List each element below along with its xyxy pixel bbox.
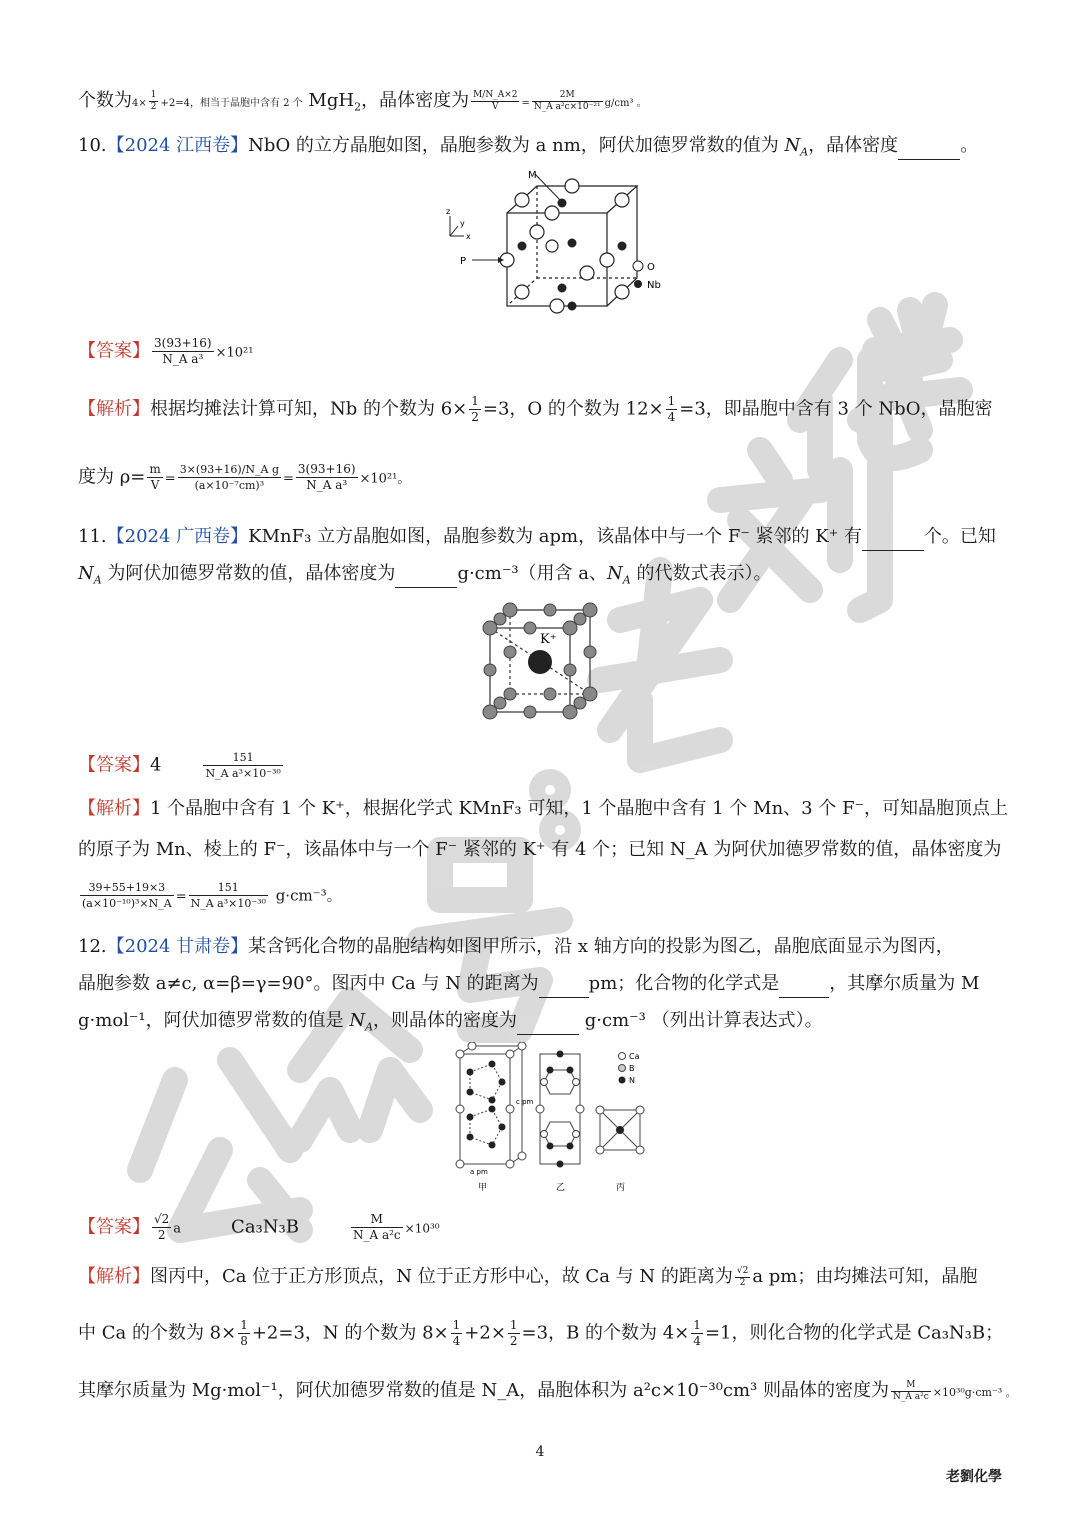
q12-analysis-line-3: 其摩尔质量为 Mg·mol⁻¹，阿伏加德罗常数的值是 N_A，晶胞体积为 a²c×10⁻³⁰cm³ 则晶体的密度为 $\frac{M}{\text{N\_A a²c}}$ ×10³⁰g·cm⁻³ 。 xyxy=(78,1379,1017,1402)
legend-nb: Nb xyxy=(647,280,661,291)
caption-yi: 乙 xyxy=(556,1183,566,1192)
q11-source: 【2024 广西卷】 xyxy=(106,526,249,547)
q9-density-fraction-2: $\frac{2M}{\text{N\_A a²c×10⁻²¹}}$ xyxy=(533,89,601,112)
svg-text:y: y xyxy=(460,219,465,228)
analysis-tag: 【解析】 xyxy=(78,1266,150,1287)
q11-question-line-2: $N_A$ 为阿伏加德罗常数的值，晶体密度为 g·cm⁻³（用含 a、$N_A$ 的代数式表示）。 xyxy=(78,563,772,587)
q11-blank-2 xyxy=(395,561,457,588)
svg-text:Ca: Ca xyxy=(629,1052,640,1061)
q12-question-line-2: 晶胞参数 a≠c, α=β=γ=90°。图丙中 Ca 与 N 的距离为 pm；化合物的化学式是 ，其摩尔质量为 M xyxy=(78,971,979,998)
label-p: P xyxy=(460,256,467,267)
q10-text-a: NbO 的立方晶胞如图，晶胞参数为 a nm，阿伏加德罗常数的值为 xyxy=(248,135,785,156)
q12-answer-line: 【答案】 $\frac{√2}{2}$ a Ca₃N₃B $\frac{M}{\text{N\_A a²c}}$ ×10³⁰ xyxy=(78,1212,440,1242)
caption-bing: 丙 xyxy=(616,1183,626,1192)
svg-text:c pm: c pm xyxy=(516,1098,534,1106)
svg-text:a pm: a pm xyxy=(470,1168,488,1176)
q9-mgh: MgH xyxy=(308,90,355,111)
q12-blank-2 xyxy=(779,971,829,998)
q9-text-1: 个数为 xyxy=(78,90,132,111)
q9-unit: g/cm³ 。 xyxy=(604,98,647,109)
q10-analysis-line-2: 度为 ρ= $\frac{m}{V}$ = $\frac{\text{3×(93+16)/N\_A g}}{\text{(a×10⁻⁷cm)³}}$ = $\frac{3(93+16)}{\text{N\_A a³}}$ ×10²¹。 xyxy=(78,462,411,492)
q11-answer-2: $\frac{151}{\text{N\_A a³×10⁻³⁰}}$ xyxy=(205,751,281,780)
q12-blank-1 xyxy=(539,971,589,998)
q11-question-line-1: 11.【2024 广西卷】KMnF₃ 立方晶胞如图，晶胞参数为 apm，该晶体中与一个 F⁻ 紧邻的 K⁺ 有 个。已知 xyxy=(78,524,996,551)
q11-analysis-line-2: 的原子为 Mn、棱上的 F⁻，该晶体中与一个 F⁻ 紧邻的 K⁺ 有 4 个；已知 N_A 为阿伏加德罗常数的值，晶体密度为 xyxy=(78,839,1002,860)
q9-formula-a: 4× xyxy=(132,98,147,109)
q10-question-line: 10.【2024 江西卷】NbO 的立方晶胞如图，晶胞参数为 a nm，阿伏加德罗常数的值为 $N_A$，晶体密度 。 xyxy=(78,135,979,159)
q11-analysis-line-1: 【解析】1 个晶胞中含有 1 个 K⁺，根据化学式 KMnF₃ 可知，1 个晶胞中含有 1 个 Mn、3 个 F⁻，可知晶胞顶点上 xyxy=(78,798,1009,819)
analysis-tag: 【解析】 xyxy=(78,398,150,420)
q10-answer-line: 【答案】 $\frac{3(93+16)}{\text{N\_A a³}}$ ×10²¹ xyxy=(78,336,254,366)
svg-text:z: z xyxy=(446,207,451,216)
answer-tag: 【答案】 xyxy=(78,1216,150,1238)
q12-answer-3: $\frac{M}{\text{N\_A a²c}}$ xyxy=(352,1212,401,1242)
q10-nbo-unit-cell-figure xyxy=(432,168,672,318)
q9-formula-b: +2=4，相当于晶胞中含有 2 个 xyxy=(160,98,303,109)
q12-calcium-compound-figure xyxy=(432,1042,652,1192)
q11-answer-line xyxy=(78,750,285,781)
q10-number: 10. xyxy=(78,135,107,156)
svg-text:N: N xyxy=(629,1076,635,1085)
q10-source: 【2024 江西卷】 xyxy=(106,135,249,156)
k-ion-label: K⁺ xyxy=(540,632,557,647)
q10-text-b: ，晶体密度 xyxy=(808,135,899,156)
q12-question-line-1: 12.【2024 甘肃卷】某含钙化合物的晶胞结构如图甲所示，沿 x 轴方向的投影为图乙，晶胞底面显示为图丙， xyxy=(78,936,954,957)
q11-answer-1: 4 xyxy=(150,754,162,776)
svg-text:x: x xyxy=(466,232,471,241)
q10-answer-fraction: $\frac{3(93+16)}{\text{N\_A a³}}$ xyxy=(154,336,212,366)
q11-number: 11. xyxy=(78,526,107,547)
legend-o: O xyxy=(647,262,655,273)
q11-analysis-line-3: $\frac{39+55+19\times 3}{\text{(a×10⁻¹⁰)³×N\_A}}$ = $\frac{151}{\text{N\_A a³×10⁻³⁰}}$ g·cm⁻³。 xyxy=(82,881,342,910)
q12-analysis-line-1: 【解析】图丙中，Ca 位于正方形顶点，N 位于正方形中心，故 Ca 与 N 的距离为 $\frac{√2}{2}$ a pm；由均摊法可知，晶胞 xyxy=(78,1265,978,1288)
brand-logo-text: 老劉化學 xyxy=(946,1469,1002,1485)
q9-fraction-half: $\frac{1}{2}$ xyxy=(150,89,157,112)
q10-answer-blank xyxy=(898,133,960,160)
q12-analysis-line-2: 中 Ca 的个数为 8× $\frac{1}{8}$ +2=3，N 的个数为 8× $\frac{1}{4}$ +2× $\frac{1}{2}$ =3，B 的个数为 4× $\frac{1}{4}$ =1，则化合物的化学式是 Ca₃N₃B； xyxy=(78,1318,1004,1348)
q9-tail-line: 个数为4× $\frac{1}{2}$ +2=4，相当于晶胞中含有 2 个 MgH$_2$，晶体密度为 $\frac{M/N\_A\times 2}{V}$ = $\frac{2M}{\text{N\_A a²c×10⁻²¹}}$ g/cm³ 。 xyxy=(78,89,647,114)
answer-tag: 【答案】 xyxy=(78,340,150,362)
q12-question-line-3: g·mol⁻¹，阿伏加德罗常数的值是 $N_A$，则晶体的密度为 g·cm⁻³ （列出计算表达式）。 xyxy=(78,1010,823,1034)
q12-answer-2: Ca₃N₃B xyxy=(231,1216,299,1238)
q12-source: 【2024 甘肃卷】 xyxy=(106,936,249,957)
q12-blank-3 xyxy=(517,1008,579,1035)
q11-blank-1 xyxy=(862,524,924,551)
q12-answer-1: $\frac{√2}{2}$ xyxy=(154,1212,170,1242)
svg-text:B: B xyxy=(629,1064,635,1073)
caption-jia: 甲 xyxy=(478,1183,488,1192)
label-m: M xyxy=(528,170,537,181)
page-number: 4 xyxy=(535,1444,545,1460)
analysis-tag: 【解析】 xyxy=(78,798,150,819)
q11-kmnf3-unit-cell-figure xyxy=(478,598,598,728)
answer-tag: 【答案】 xyxy=(78,754,150,776)
q12-number: 12. xyxy=(78,936,107,957)
q10-analysis-line-1: 【解析】根据均摊法计算可知，Nb 的个数为 6× $\frac{1}{2}$ =3，O 的个数为 12× $\frac{1}{4}$ =3，即晶胞中含有 3 个 NbO，晶胞密 xyxy=(78,394,993,424)
q9-text-2: ，晶体密度为 xyxy=(361,90,470,111)
q9-density-fraction: $\frac{M/N\_A\times 2}{V}$ xyxy=(473,89,518,112)
